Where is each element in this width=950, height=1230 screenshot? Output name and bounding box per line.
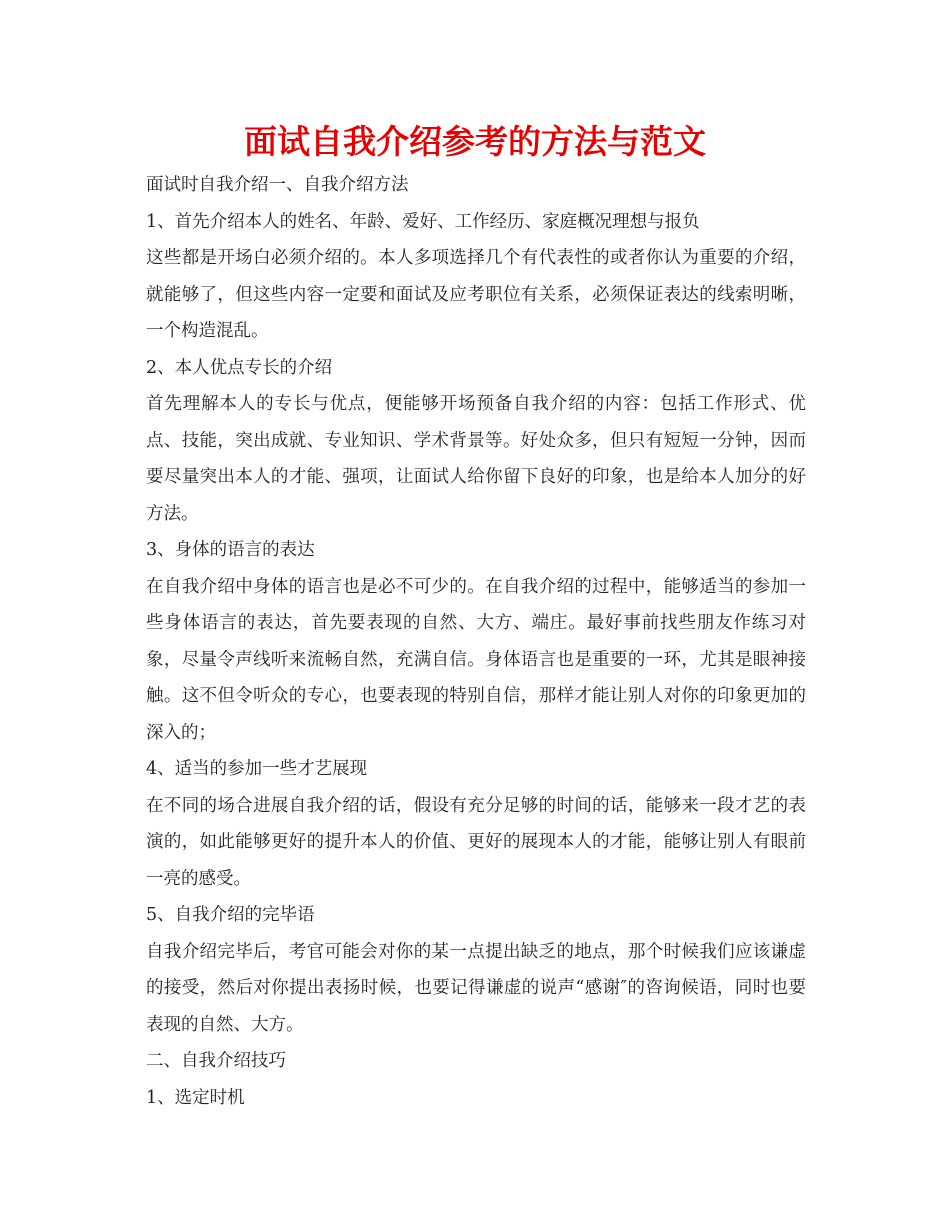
body-paragraph: 在不同的场合进展自我介绍的话，假设有充分足够的时间的话，能够来一段才艺的表演的，如此能够更好的提升本人的价值、更好的展现本人的才能，能够让别人有眼前一亮的感受。	[146, 795, 806, 889]
item-heading: 1、选定时机	[146, 1087, 245, 1108]
body-paragraph: 首先理解本人的专长与优点，便能够开场预备自我介绍的内容：包括工作形式、优点、技能，突出成就、专业知识、学术背景等。好处众多，但只有短短一分钟，因而要尽量突出本人的才能、强项，让面试人给你留下良好的印象，也是给本人加分的好方法。	[146, 394, 806, 524]
item-heading: 1、首先介绍本人的姓名、年龄、爱好、工作经历、家庭概况理想与报负	[146, 211, 700, 232]
section-heading: 面试时自我介绍一、自我介绍方法	[146, 175, 409, 195]
item-heading: 4、适当的参加一些才艺展现	[146, 759, 368, 779]
item-heading: 2、本人优点专长的介绍	[146, 357, 333, 378]
body-paragraph: 这些都是开场白必须介绍的。本人多项选择几个有代表性的或者你认为重要的介绍，就能够了，但这些内容一定要和面试及应考职位有关系，必须保证表达的线索明晰，一个构造混乱。	[146, 248, 806, 341]
section-heading: 二、自我介绍技巧	[146, 1051, 286, 1071]
document-body	[146, 167, 806, 1116]
item-heading: 5、自我介绍的完毕语	[146, 905, 315, 925]
document-title: 面试自我介绍参考的方法与范文	[244, 122, 706, 161]
body-paragraph: 在自我介绍中身体的语言也是必不可少的。在自我介绍的过程中，能够适当的参加一些身体语言的表达，首先要表现的自然、大方、端庄。最好事前找些朋友作练习对象，尽量令声线听来流畅自然，充满自信。身体语言也是重要的一环，尤其是眼神接触。这不但令听众的专心，也要表现的特别自信，那样才能让别人对你的印象更加的深入的；	[146, 576, 806, 743]
item-heading: 3、身体的语言的表达	[146, 540, 315, 560]
body-paragraph: 自我介绍完毕后，考官可能会对你的某一点提出缺乏的地点，那个时候我们应该谦虚的接受，然后对你提出表扬时候，也要记得谦虚的说声“感谢″的咨询候语，同时也要表现的自然、大方。	[146, 941, 806, 1035]
